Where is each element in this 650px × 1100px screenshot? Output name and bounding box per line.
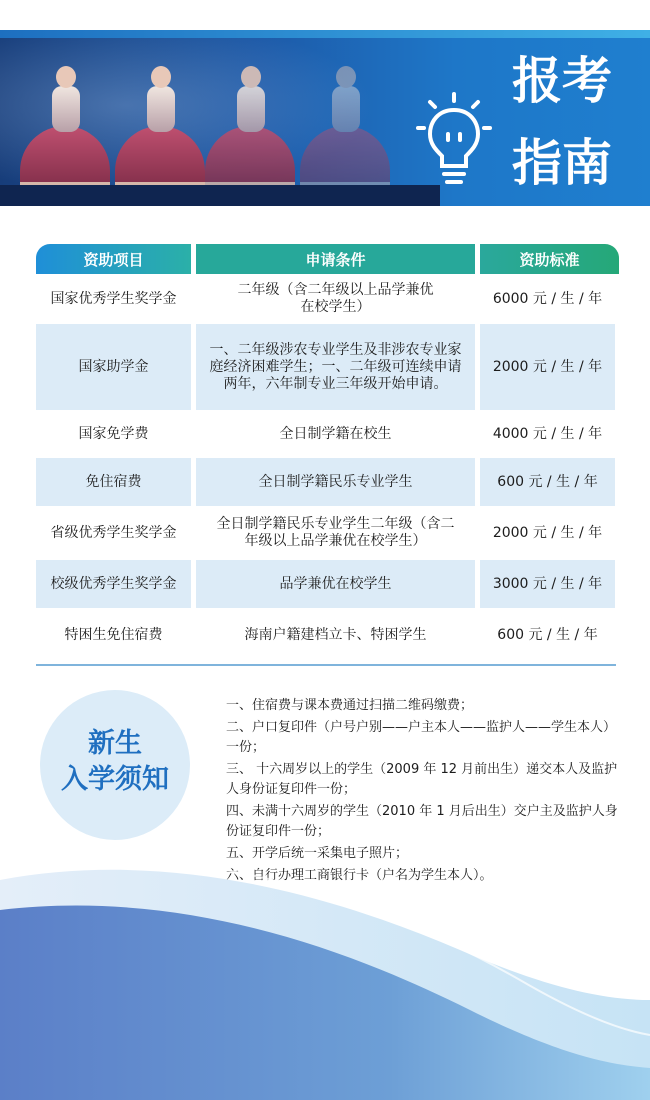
- wave-decoration: [0, 850, 650, 1100]
- table-cell-item: 国家助学金: [36, 324, 191, 410]
- column-header-condition: 申请条件: [196, 244, 475, 274]
- list-item: 六、自行办理工商银行卡（户名为学生本人）。: [226, 868, 493, 883]
- table-cell-condition: 全日制学籍民乐专业学生: [196, 458, 475, 506]
- column-header-item: 资助项目: [36, 244, 191, 274]
- table-cell-standard: 2000 元 / 生 / 年: [492, 524, 603, 541]
- table-cell-standard: 2000 元 / 生 / 年: [480, 324, 615, 410]
- notice-badge: [40, 690, 190, 840]
- column-header-standard: 资助标准: [480, 244, 619, 274]
- table-cell-condition: 二年级（含二年级以上品学兼优在校学生）: [237, 282, 434, 315]
- table-cell-standard: 3000 元 / 生 / 年: [480, 560, 615, 608]
- table-cell-condition: 品学兼优在校学生: [196, 560, 475, 608]
- table-cell-item: 免住宿费: [36, 458, 191, 506]
- section-divider: [36, 664, 616, 666]
- table-cell-condition: 海南户籍建档立卡、特困学生: [244, 626, 427, 643]
- table-cell-standard: 6000 元 / 生 / 年: [492, 290, 603, 307]
- stage-floor: [0, 185, 440, 206]
- list-item: 四、未满十六周岁的学生（2010 年 1 月后出生）交户主及监护人身份证复印件一份；: [226, 804, 618, 839]
- list-item: 五、开学后统一采集电子照片；: [226, 846, 409, 861]
- table-cell-condition: 全日制学籍民乐专业学生二年级（含二年级以上品学兼优在校学生）: [216, 516, 455, 549]
- dance-photo: [0, 38, 420, 206]
- table-cell-item: 校级优秀学生奖学金: [36, 560, 191, 608]
- page-title-line2: 指南: [512, 133, 612, 192]
- list-item: 一、住宿费与课本费通过扫描二维码缴费；: [226, 698, 474, 713]
- list-item: 三、 十六周岁以上的学生（2009 年 12 月前出生）递交本人及监护人身份证复印件一份；: [226, 762, 618, 797]
- table-cell-standard: 600 元 / 生 / 年: [480, 458, 615, 506]
- page-title-line1: 报考: [512, 51, 612, 110]
- list-item: 二、户口复印件（户号户别——户主本人——监护人——学生本人）一份；: [226, 720, 617, 755]
- table-cell-condition: 全日制学籍在校生: [279, 425, 392, 442]
- table-cell-item: 特困生免住宿费: [64, 626, 163, 643]
- top-stripe: [0, 0, 650, 34]
- table-cell-standard: 4000 元 / 生 / 年: [492, 425, 603, 442]
- table-cell-standard: 600 元 / 生 / 年: [497, 626, 598, 643]
- header-banner: [0, 0, 650, 206]
- lightbulb-icon: [416, 88, 492, 192]
- table-cell-item: 国家免学费: [78, 425, 149, 442]
- table-cell-item: 省级优秀学生奖学金: [50, 524, 177, 541]
- notice-title-line2: 入学须知: [61, 764, 169, 795]
- table-cell-item: 国家优秀学生奖学金: [50, 290, 177, 307]
- table-cell-condition: 一、二年级涉农专业学生及非涉农专业家庭经济困难学生；一、二年级可连续申请两年，六年制专业三年级开始申请。: [196, 324, 475, 410]
- notice-title-line1: 新生: [88, 728, 142, 759]
